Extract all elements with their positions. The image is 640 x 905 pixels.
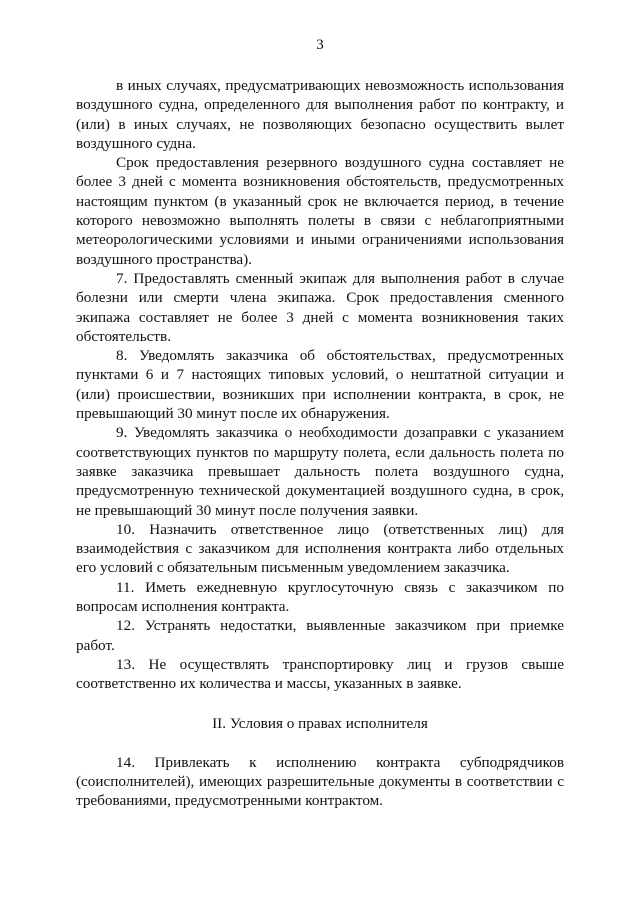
paragraph-item-10: 10. Назначить ответственное лицо (ответственных лиц) для взаимодействия с заказчиком для исполнения контракта либо отдельных его условий с обязательным письменным уведомлением заказчика. <box>76 520 564 577</box>
paragraph-reserve-aircraft-term: Срок предоставления резервного воздушного судна составляет не более 3 дней с момента возникновения обстоятельств, предусмотренных настоящим пунктом (в указанный срок не включается период, в течение которого невозможно выполнять полеты в связи с неблагоприятными метеорологическими условиями и иными ограничениями использования воздушного пространства). <box>76 154 564 268</box>
paragraph-other-cases: в иных случаях, предусматривающих невозможность использования воздушного судна, определенного для выполнения работ по контракту, и (или) в иных случаях, не позволяющих безопасно осуществить вылет воздушного судна. <box>76 77 564 152</box>
paragraph-item-13: 13. Не осуществлять транспортировку лиц и грузов свыше соответственно их количества и массы, указанных в заявке. <box>76 655 564 693</box>
paragraph-item-8: 8. Уведомлять заказчика об обстоятельствах, предусмотренных пунктами 6 и 7 настоящих типовых условий, о нештатной ситуации и (или) происшествии, возникших при исполнении контракта, в срок, не превышающий 30 минут после их обнаружения. <box>76 347 564 423</box>
section-heading: II. Условия о правах исполнителя <box>212 714 428 732</box>
paragraph-item-14: 14. Привлекать к исполнению контракта субподрядчиков (соисполнителей), имеющих разрешительные документы в соответствии с требованиями, предусмотренными контрактом. <box>76 753 564 810</box>
paragraph-item-12: 12. Устранять недостатки, выявленные заказчиком при приемке работ. <box>76 617 564 654</box>
page-number: 3 <box>316 37 324 53</box>
paragraph-item-11: 11. Иметь ежедневную круглосуточную связь с заказчиком по вопросам исполнения контракта. <box>76 578 564 616</box>
paragraph-item-7: 7. Предоставлять сменный экипаж для выполнения работ в случае болезни или смерти члена экипажа. Срок предоставления сменного экипажа составляет не более 3 дней с момента возникновения таких обстоятельств. <box>76 269 564 345</box>
paragraph-item-9: 9. Уведомлять заказчика о необходимости дозаправки с указанием соответствующих пунктов по маршруту полета, если дальность полета по заявке заказчика превышает дальность полета воздушного судна, предусмотренную технической документацией воздушного судна, в срок, не превышающий 30 минут после получения заявки. <box>76 424 564 519</box>
